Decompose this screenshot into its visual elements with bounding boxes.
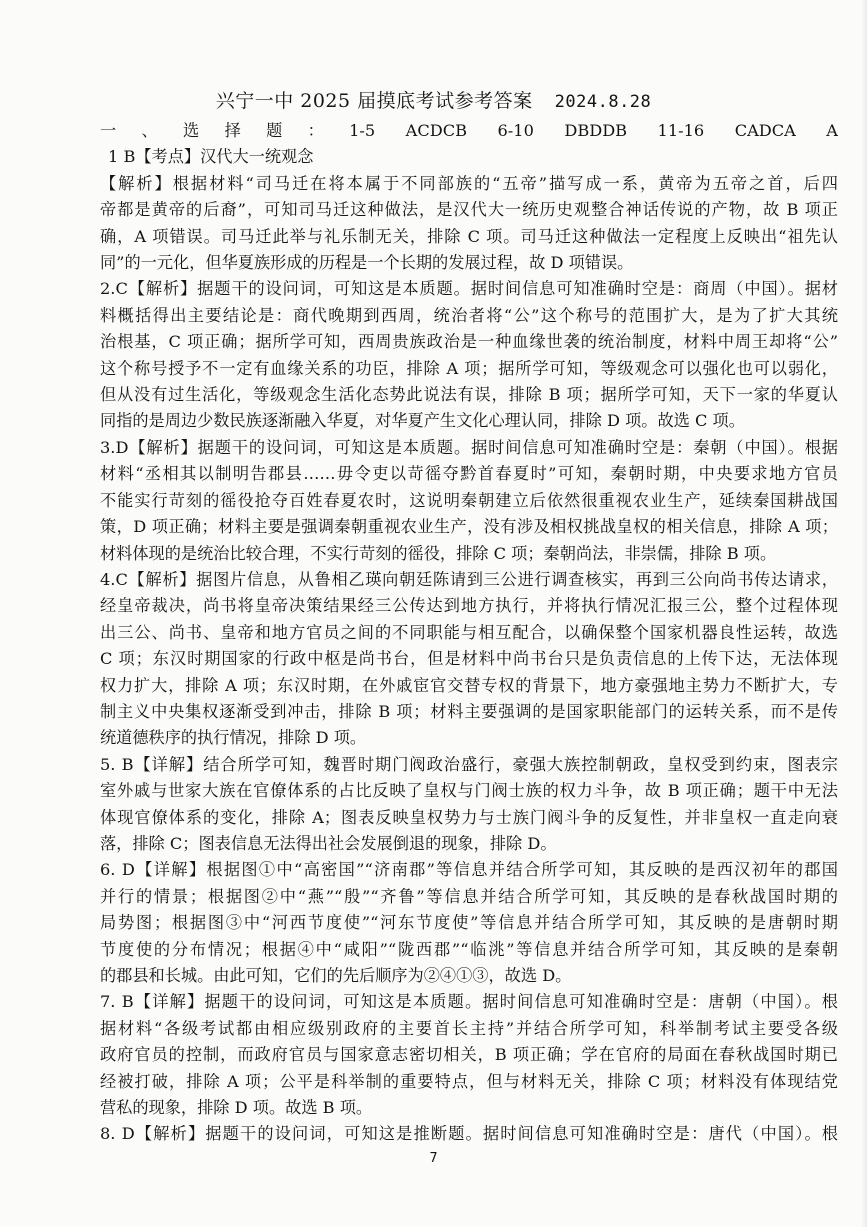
- text-line: 帝都是黄帝的后裔”，可知司马迁这种做法，是汉代大一统历史观整合神话传说的产物，故 B 项正: [100, 200, 838, 220]
- scan-edge-shadow: [861, 0, 867, 1227]
- text-line: 5. B【详解】结合所学可知，魏晋时期门阀政治盛行，豪强大族控制朝政，皇权受到约束，图表宗: [100, 754, 838, 774]
- text-line: 经被打破，排除 A 项；公平是科举制的重要特点，但与材料无关，排除 C 项；材料没有体现结党: [100, 1071, 838, 1091]
- text-line: 材料体现的是统治比较合理，不实行苛刻的徭役，排除 C 项；秦朝尚法，非崇儒，排除 B 项。: [100, 543, 777, 563]
- text-line: 制主义中央集权逐渐受到冲击，排除 B 项；材料主要强调的是国家职能部门的运转关系，而不是传: [100, 701, 838, 721]
- text-line: 2.C【解析】据题干的设问词，可知这是本质题。据时间信息可知准确时空是：商周（中国）。据材: [100, 279, 838, 299]
- page-title: [0, 86, 867, 113]
- text-line: 同”的一元化，但华夏族形成的历程是一个长期的发展过程，故 D 项错误。: [100, 253, 634, 273]
- text-line: 4.C【解析】据图片信息，从鲁相乙瑛向朝廷陈请到三公进行调查核实，再到三公向尚书传达请求，: [100, 569, 838, 589]
- text-line: 据材料“各级考试都由相应级别政府的主要首长主持”并结合所学可知，科举制考试主要受各级: [100, 1018, 838, 1038]
- text-line: 材料“丞相其以制明告郡县……毋令吏以苛徭夺黔首春夏时”可知，秦朝时期，中央要求地方官员: [100, 464, 838, 484]
- text-line: 营私的现象，排除 D 项。故选 B 项。: [100, 1098, 373, 1118]
- answer-body: [100, 118, 838, 1148]
- text-line: 局势图；根据图③中“河西节度使”“河东节度使”等信息并结合所学可知，其反映的是唐朝时期: [100, 913, 838, 933]
- text-line: 并行的情景；根据图②中“燕”“殷”“齐鲁”等信息并结合所学可知，其反映的是春秋战国时期的: [100, 886, 838, 906]
- page-number: 7: [429, 1151, 438, 1166]
- text-line: 室外戚与世家大族在官僚体系的占比反映了皇权与门阀士族的权力斗争，故 B 项正确；题干中无法: [100, 781, 838, 801]
- text-line: 经皇帝裁决，尚书将皇帝决策结果经三公传达到地方执行，并将执行情况汇报三公，整个过程体现: [100, 596, 838, 616]
- text-line: 治根基，C 项正确；据所学可知，西周贵族政治是一种血缘世袭的统治制度，材料中周王却将“公”: [100, 332, 838, 352]
- title-date: 2024.8.28: [554, 92, 652, 112]
- text-line: 但从没有过生活化，等级观念生活化态势此说法有误，排除 B 项；据所学可知，天下一家的华夏认: [100, 385, 838, 405]
- multiple-choice-answers: 一、选择题：1-5 ACDCB 6-10 DBDDB 11-16 CADCA A: [100, 121, 838, 140]
- text-line: 权力扩大，排除 A 项；东汉时期，在外戚宦官交替专权的背景下，地方豪强地主势力不断扩大，专: [100, 675, 838, 695]
- text-line: 政府官员的控制，而政府官员与国家意志密切相关，B 项正确；学在官府的局面在春秋战国时期已: [100, 1045, 838, 1065]
- text-line: 1 B【考点】汉代大一统观念: [108, 147, 314, 167]
- text-line: 统道德秩序的执行情况，排除 D 项。: [100, 728, 367, 748]
- title-text: 兴宁一中 2025 届摸底考试参考答案: [215, 90, 533, 112]
- text-line: 节度使的分布情况；根据④中“咸阳”“陇西郡”“临洮”等信息并结合所学可知，其反映的是秦朝: [100, 939, 838, 959]
- text-line: 确，A 项错误。司马迁此举与礼乐制无关，排除 C 项。司马迁这种做法一定程度上反映出“祖先认: [100, 226, 838, 246]
- text-line: 出三公、尚书、皇帝和地方官员之间的不同职能与相互配合，以确保整个国家机器良性运转，故选: [100, 622, 838, 642]
- text-line: 策，D 项正确；材料主要是强调秦朝重视农业生产，没有涉及相权挑战皇权的相关信息，排除 A 项；: [100, 517, 838, 537]
- text-line: 的郡县和长城。由此可知，它们的先后顺序为②④①③，故选 D。: [100, 966, 572, 985]
- text-line: 同指的是周边少数民族逐渐融入华夏，对华夏产生文化心理认同，排除 D 项。故选 C 项。: [100, 411, 745, 431]
- text-line: 3.D【解析】据题干的设问词，可知这是本质题。据时间信息可知准确时空是：秦朝（中国）。根据: [100, 437, 838, 457]
- text-line: C 项；东汉时期国家的行政中枢是尚书台，但是材料中尚书台只是负责信息的上传下达，无法体现: [100, 649, 838, 669]
- text-line: 这个称号授予不一定有血缘关系的功臣，排除 A 项；据所学可知，等级观念可以强化也可以弱化，: [100, 358, 838, 378]
- text-line: 落，排除 C；图表信息无法得出社会发展倒退的现象，排除 D。: [100, 833, 557, 853]
- text-line: 料概括得出主要结论是：商代晚期到西周，统治者将“公”这个称号的范围扩大，是为了扩大其统: [100, 305, 838, 325]
- text-line: 【解析】根据材料“司马迁在将本属于不同部族的“五帝”描写成一系，黄帝为五帝之首，后四: [100, 173, 838, 193]
- text-line: 8. D【解析】据题干的设问词，可知这是推断题。据时间信息可知准确时空是：唐代（中国）。根: [100, 1124, 838, 1144]
- text-line: 不能实行苛刻的徭役抢夺百姓春夏农时，这说明秦朝建立后依然很重视农业生产，延续秦国耕战国: [100, 490, 838, 510]
- text-line: 7. B【详解】据题干的设问词，可知这是本质题。据时间信息可知准确时空是：唐朝（中国）。根: [100, 992, 838, 1012]
- text-line: 体现官僚体系的变化，排除 A；图表反映皇权势力与士族门阀斗争的反复性，并非皇权一直走向衰: [100, 807, 838, 827]
- text-line: 6. D【详解】根据图①中“高密国”“济南郡”等信息并结合所学可知，其反映的是西汉初年的郡国: [100, 860, 838, 880]
